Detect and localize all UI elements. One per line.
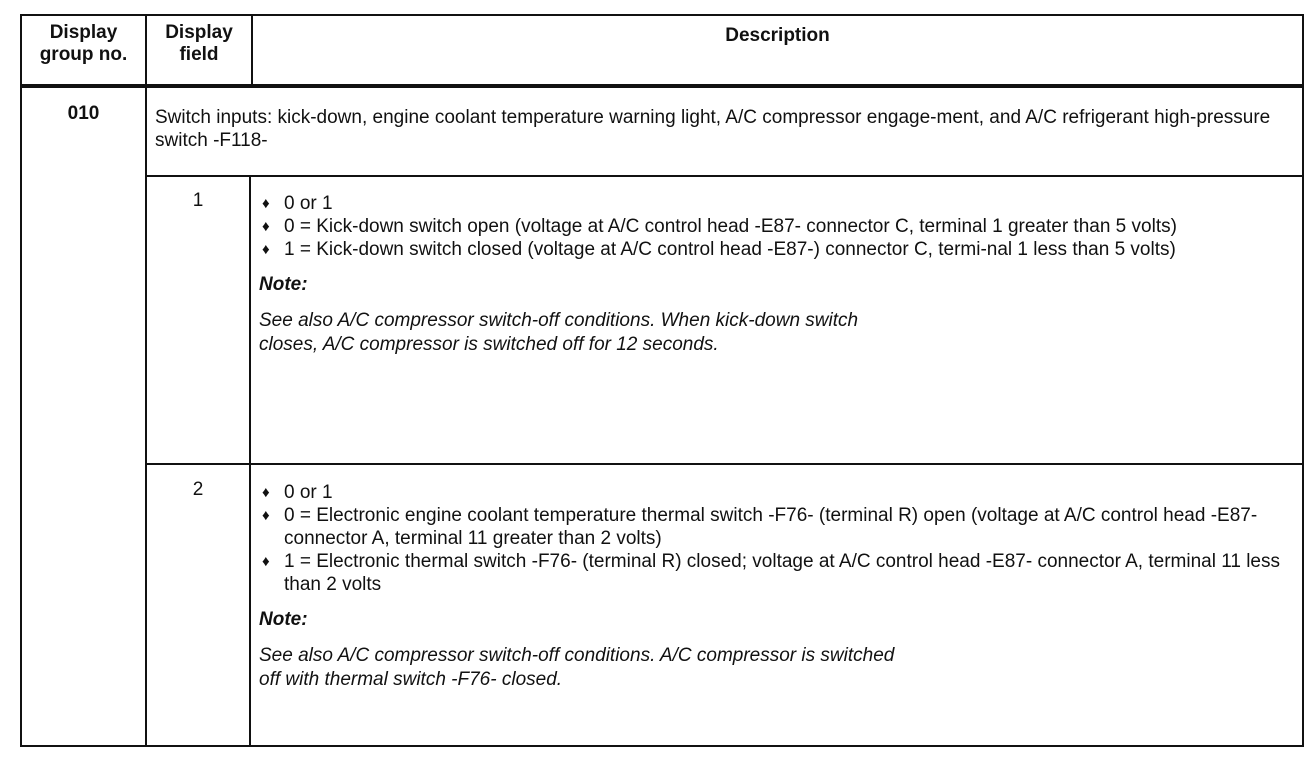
field-1-note-line1: See also A/C compressor switch-off conditions. When kick-down switch [259, 310, 859, 331]
field-2-description [256, 481, 1296, 692]
header-display-group-line1: Display [49, 22, 118, 43]
field-2-note-text [256, 644, 1296, 692]
field-1-description [256, 192, 1296, 357]
column-divider-2-body [249, 176, 251, 747]
group-number: 010 [67, 103, 100, 124]
list-item-text: 0 = Electronic engine coolant temperature thermal switch -F76- (terminal R) open (voltage at A/C control head -E87- connector A, terminal 11 greater than 2 volts) [284, 505, 1258, 549]
table-border-top [20, 14, 1304, 16]
bullet-icon: ♦ [262, 507, 270, 524]
bullet-icon: ♦ [262, 241, 270, 258]
bullet-icon: ♦ [262, 553, 270, 570]
bullet-icon: ♦ [262, 218, 270, 235]
field-2-note-line1: See also A/C compressor switch-off conditions. A/C compressor is switched [259, 645, 895, 666]
bullet-icon: ♦ [262, 195, 270, 212]
header-display-group [22, 22, 145, 66]
list-item-text: 1 = Kick-down switch closed (voltage at A/C control head -E87-) connector C, termi-nal 1 less than 5 volts) [284, 239, 1176, 260]
header-bottom-rule [20, 84, 1304, 88]
field-2-bullet-list [256, 481, 1296, 596]
group-title-rule [145, 175, 1304, 177]
header-display-field [147, 22, 251, 66]
field-1-note-text [256, 309, 1296, 357]
group-title: Switch inputs: kick-down, engine coolant temperature warning light, A/C compressor engage-ment, and A/C refrigerant high-pressure switch -F118- [155, 107, 1271, 151]
list-item [256, 504, 1296, 550]
field-1-note-line2: closes, A/C compressor is switched off for 12 seconds. [259, 334, 719, 355]
header-display-field-line2: field [179, 44, 219, 65]
list-item-text: 0 or 1 [284, 482, 333, 503]
header-display-field-line1: Display [165, 22, 233, 43]
list-item-text: 0 = Kick-down switch open (voltage at A/C control head -E87- connector C, terminal 1 greater than 5 volts) [284, 216, 1177, 237]
list-item-text: 1 = Electronic thermal switch -F76- (terminal R) closed; voltage at A/C control head -E87- connector A, terminal 11 less than 2 volts [284, 551, 1280, 595]
field-2-note-title: Note: [259, 609, 308, 630]
field-1-note-title: Note: [259, 274, 308, 295]
field-number-2: 2 [192, 479, 204, 500]
table-border-right [1302, 14, 1304, 747]
field-number-1: 1 [192, 190, 204, 211]
header-display-group-line2: group no. [39, 44, 128, 65]
bullet-icon: ♦ [262, 484, 270, 501]
list-item-text: 0 or 1 [284, 193, 333, 214]
table-border-bottom [20, 745, 1304, 747]
list-item [256, 550, 1296, 596]
list-item [256, 481, 1296, 504]
row-divider-field-2 [145, 463, 1304, 465]
field-2-note-line2: off with thermal switch -F76- closed. [259, 669, 563, 690]
header-description: Description [725, 25, 830, 46]
column-divider-1 [145, 14, 147, 747]
list-item [256, 192, 1296, 215]
list-item [256, 238, 1296, 261]
list-item [256, 215, 1296, 238]
field-1-bullet-list [256, 192, 1296, 261]
